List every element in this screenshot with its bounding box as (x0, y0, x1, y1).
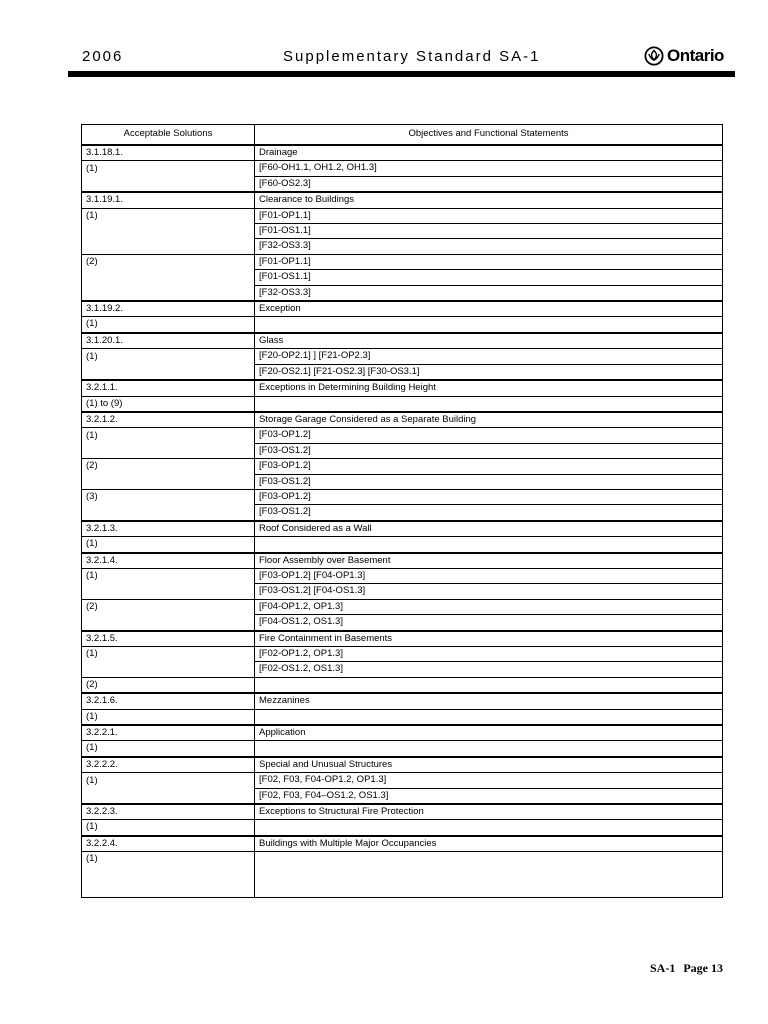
objective-cell (255, 396, 723, 412)
table-row (82, 270, 723, 285)
solution-cell: (1) (82, 537, 255, 553)
objective-cell (255, 709, 723, 725)
logo-text: Ontario (667, 46, 724, 65)
objective-cell: Exceptions in Determining Building Height (255, 380, 723, 396)
solution-cell: 3.2.1.3. (82, 521, 255, 537)
solution-cell: (2) (82, 599, 255, 614)
table-row (82, 505, 723, 521)
objective-cell: [F04-OS1.2, OS1.3] (255, 615, 723, 631)
objective-cell: Fire Containment in Basements (255, 631, 723, 647)
objective-cell (255, 537, 723, 553)
header-title: Supplementary Standard SA-1 (283, 48, 541, 65)
table-header-row (82, 125, 723, 146)
objective-cell: [F32-OS3.3] (255, 239, 723, 254)
solution-cell (82, 662, 255, 677)
objective-cell: [F01-OP1.1] (255, 254, 723, 269)
table-row (82, 317, 723, 333)
objective-cell: [F02-OS1.2, OS1.3] (255, 662, 723, 677)
solution-cell: (1) (82, 852, 255, 898)
table-row (82, 239, 723, 254)
solution-cell: 3.2.1.6. (82, 693, 255, 709)
table-row (82, 349, 723, 364)
solution-cell: (1) (82, 317, 255, 333)
table-row (82, 192, 723, 208)
solution-cell (82, 443, 255, 458)
solution-cell: (2) (82, 254, 255, 269)
objective-cell (255, 741, 723, 757)
table-row (82, 599, 723, 614)
solution-cell: (1) (82, 647, 255, 662)
solution-cell (82, 474, 255, 489)
objective-cell: Buildings with Multiple Major Occupancies (255, 836, 723, 852)
table-row (82, 428, 723, 443)
table-row (82, 254, 723, 269)
solution-cell (82, 270, 255, 285)
objective-cell: Storage Garage Considered as a Separate Building (255, 412, 723, 428)
table-row (82, 301, 723, 317)
table-row (82, 521, 723, 537)
solution-cell: (2) (82, 677, 255, 693)
footer-page-number: Page 13 (683, 961, 723, 975)
solution-cell: (1) (82, 741, 255, 757)
solution-cell (82, 505, 255, 521)
objective-cell: [F02, F03, F04-OP1.2, OP1.3] (255, 773, 723, 788)
table-row (82, 489, 723, 504)
table-row (82, 804, 723, 820)
table-row (82, 176, 723, 192)
solution-cell: (1) (82, 773, 255, 788)
solution-cell: 3.2.2.1. (82, 725, 255, 741)
objective-cell: [F03-OS1.2] (255, 474, 723, 489)
solution-cell (82, 285, 255, 301)
table-row (82, 474, 723, 489)
table-row (82, 380, 723, 396)
table-row (82, 757, 723, 773)
table-row (82, 333, 723, 349)
column-header: Acceptable Solutions (82, 125, 255, 146)
table-row (82, 285, 723, 301)
solution-cell: (1) (82, 161, 255, 176)
solution-cell: 3.2.1.4. (82, 553, 255, 569)
objective-cell: Clearance to Buildings (255, 192, 723, 208)
solution-cell: 3.2.1.5. (82, 631, 255, 647)
objective-cell: [F20-OS2.1] [F21-OS2.3] [F30-OS3.1] (255, 364, 723, 380)
table-row (82, 741, 723, 757)
header-rule (68, 71, 735, 77)
table-row (82, 364, 723, 380)
table-row (82, 615, 723, 631)
objective-cell: [F01-OS1.1] (255, 224, 723, 239)
solution-cell: (3) (82, 489, 255, 504)
solution-cell: (1) to (9) (82, 396, 255, 412)
table-row (82, 773, 723, 788)
solution-cell: 3.1.20.1. (82, 333, 255, 349)
table-row (82, 836, 723, 852)
header-year: 2006 (82, 48, 124, 65)
solution-cell (82, 176, 255, 192)
objective-cell: Glass (255, 333, 723, 349)
objective-cell: [F20-OP2.1] ] [F21-OP2.3] (255, 349, 723, 364)
table-row (82, 459, 723, 474)
table-row (82, 709, 723, 725)
solution-cell: (1) (82, 568, 255, 583)
footer-doc: SA-1 (650, 961, 676, 975)
solution-cell: 3.2.2.3. (82, 804, 255, 820)
solution-cell (82, 615, 255, 631)
solution-cell: 3.2.2.4. (82, 836, 255, 852)
solution-cell: 3.2.1.2. (82, 412, 255, 428)
table-row (82, 161, 723, 176)
objective-cell: Floor Assembly over Basement (255, 553, 723, 569)
objective-cell: [F02-OP1.2, OP1.3] (255, 647, 723, 662)
objective-cell: [F03-OP1.2] (255, 489, 723, 504)
objective-cell: [F02, F03, F04–OS1.2, OS1.3] (255, 788, 723, 804)
table-row (82, 412, 723, 428)
objective-cell: [F03-OS1.2] (255, 505, 723, 521)
objective-cell: Exceptions to Structural Fire Protection (255, 804, 723, 820)
solution-cell (82, 239, 255, 254)
ontario-logo (644, 46, 724, 66)
objectives-table (81, 124, 723, 898)
objective-cell: [F32-OS3.3] (255, 285, 723, 301)
table-row (82, 584, 723, 599)
objective-cell: [F60-OH1.1, OH1.2, OH1.3] (255, 161, 723, 176)
solution-cell (82, 584, 255, 599)
solution-cell: (1) (82, 820, 255, 836)
table-row (82, 820, 723, 836)
objective-cell: Drainage (255, 145, 723, 161)
solution-cell: 3.1.19.2. (82, 301, 255, 317)
objective-cell: [F03-OP1.2] (255, 459, 723, 474)
table-row (82, 693, 723, 709)
solution-cell: (1) (82, 208, 255, 223)
objective-cell: Exception (255, 301, 723, 317)
objective-cell (255, 820, 723, 836)
table-row (82, 208, 723, 223)
objective-cell: [F01-OP1.1] (255, 208, 723, 223)
objective-cell: [F01-OS1.1] (255, 270, 723, 285)
table-row (82, 224, 723, 239)
objective-cell (255, 677, 723, 693)
table-row (82, 537, 723, 553)
objective-cell (255, 317, 723, 333)
objective-cell: [F03-OS1.2] (255, 443, 723, 458)
solution-cell: 3.1.18.1. (82, 145, 255, 161)
table-row (82, 443, 723, 458)
table-row (82, 553, 723, 569)
table-row (82, 677, 723, 693)
solution-cell: 3.2.1.1. (82, 380, 255, 396)
solution-cell (82, 788, 255, 804)
solution-cell: 3.1.19.1. (82, 192, 255, 208)
table-row (82, 631, 723, 647)
objective-cell: Application (255, 725, 723, 741)
objective-cell: Roof Considered as a Wall (255, 521, 723, 537)
table-row (82, 788, 723, 804)
objective-cell: [F60-OS2.3] (255, 176, 723, 192)
table-row (82, 725, 723, 741)
page-footer (650, 961, 723, 976)
table-row (82, 852, 723, 898)
table-row (82, 396, 723, 412)
objective-cell: Special and Unusual Structures (255, 757, 723, 773)
objective-cell (255, 852, 723, 898)
objective-cell: [F04-OP1.2, OP1.3] (255, 599, 723, 614)
trillium-icon (644, 46, 664, 66)
objective-cell: [F03-OS1.2] [F04-OS1.3] (255, 584, 723, 599)
solution-cell: (1) (82, 709, 255, 725)
solution-cell (82, 224, 255, 239)
solution-cell (82, 364, 255, 380)
table-row (82, 662, 723, 677)
objective-cell: Mezzanines (255, 693, 723, 709)
table-row (82, 145, 723, 161)
solution-cell: (1) (82, 349, 255, 364)
table-row (82, 647, 723, 662)
objective-cell: [F03-OP1.2] (255, 428, 723, 443)
solution-cell: 3.2.2.2. (82, 757, 255, 773)
column-header: Objectives and Functional Statements (255, 125, 723, 146)
objective-cell: [F03-OP1.2] [F04-OP1.3] (255, 568, 723, 583)
table-row (82, 568, 723, 583)
solution-cell: (1) (82, 428, 255, 443)
solution-cell: (2) (82, 459, 255, 474)
